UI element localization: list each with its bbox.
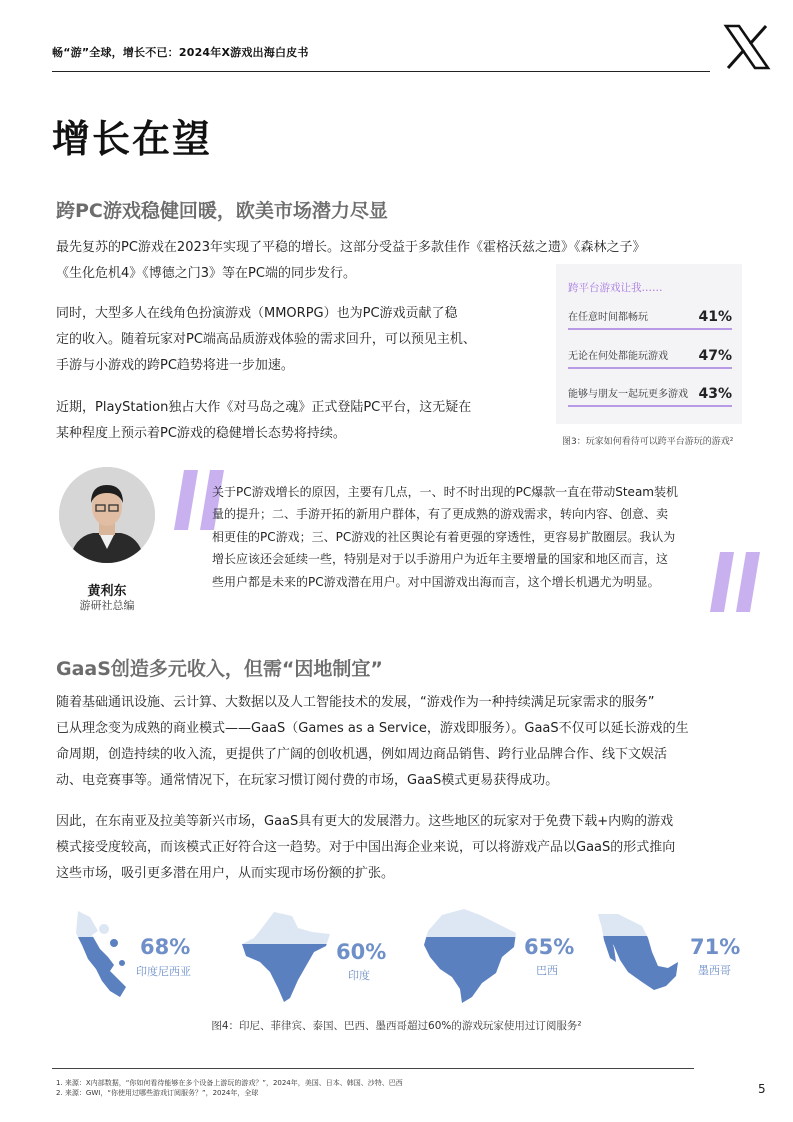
text-line: 因此，在东南亚及拉美等新兴市场，GaaS具有更大的发展潜力。这些地区的玩家对于免费下载+内购的游戏 <box>56 814 674 829</box>
text-line: 随着基础通讯设施、云计算、大数据以及人工智能技术的发展，“游戏作为一种持续满足玩家需求的服务” <box>56 695 655 710</box>
pull-quote <box>212 481 678 593</box>
header-divider <box>52 71 710 72</box>
text-line: 手游与小游戏的跨PC趋势将进一步加速。 <box>56 358 294 373</box>
page-number: 5 <box>758 1082 766 1096</box>
close-quote-icon <box>706 552 766 612</box>
section-heading-pc: 跨PC游戏稳健回暖，欧美市场潜力尽显 <box>56 200 388 222</box>
x-logo-icon <box>722 22 772 72</box>
map-country: 墨西哥 <box>698 964 731 977</box>
stat-value: 43% <box>698 386 732 402</box>
text-line: 模式接受度较高，而该模式正好符合这一趋势。对于中国出海企业来说，可以将游戏产品以GaaS的形式推向 <box>56 840 676 855</box>
text-line: 定的收入。随着玩家对PC端高品质游戏体验的需求回升，可以预见主机、 <box>56 332 476 347</box>
paragraph-gaas-1 <box>56 690 689 794</box>
stats-card-title: 跨平台游戏让我…… <box>568 282 663 294</box>
quote-line: 些用户都是未来的PC游戏潜在用户。对中国游戏出海而言，这个增长机遇尤为明显。 <box>212 574 660 589</box>
quote-line: 增长应该还会延续一些，特别是对于以手游用户为近年主要增量的国家和地区而言，这 <box>212 552 669 567</box>
stat-row <box>568 300 732 330</box>
india-map-icon <box>240 910 336 1006</box>
map-percent: 65% <box>524 935 575 959</box>
stat-label: 能够与朋友一起玩更多游戏 <box>568 389 688 400</box>
figure-caption-3: 图3：玩家如何看待可以跨平台游玩的游戏² <box>562 437 734 447</box>
text-line: 命周期，创造持续的收入流，更提供了广阔的创收机遇，例如周边商品销售、跨行业品牌合作、线下文娱活 <box>56 747 668 762</box>
header-title: 畅“游”全球，增长不已：2024年X游戏出海白皮书 <box>52 46 309 59</box>
map-percent: 71% <box>690 935 741 959</box>
figure-caption-4: 图4：印尼、菲律宾、泰国、巴西、墨西哥超过60%的游戏玩家使用过订阅服务² <box>211 1020 582 1032</box>
text-line: 某种程度上预示着PC游戏的稳健增长态势将持续。 <box>56 426 346 441</box>
mexico-map-icon <box>596 910 680 1000</box>
text-line: 近期，PlayStation独占大作《对马岛之魂》正式登陆PC平台，这无疑在 <box>56 400 472 415</box>
paragraph-gaas-2 <box>56 809 675 887</box>
stat-value: 47% <box>698 348 732 364</box>
map-percent: 68% <box>140 935 191 959</box>
quote-line: 量的提升；二、手游开拓的新用户群体，有了更成熟的游戏需求，转向内容、创意、卖 <box>212 507 669 522</box>
text-line: 同时，大型多人在线角色扮演游戏（MMORPG）也为PC游戏贡献了稳 <box>56 306 458 321</box>
text-line: 《生化危机4》《博德之门3》等在PC端的同步发行。 <box>56 266 356 281</box>
map-country: 巴西 <box>536 964 558 977</box>
quote-line: 关于PC游戏增长的原因，主要有几点，一、时不时出现的PC爆款一直在带动Steam装机 <box>212 485 678 499</box>
stat-row <box>568 339 732 369</box>
quote-author-name: 黄利东 <box>87 584 127 599</box>
map-mexico <box>596 910 756 1010</box>
stat-value: 41% <box>698 309 732 325</box>
section-heading-gaas: GaaS创造多元收入，但需“因地制宜” <box>56 658 383 680</box>
footer-divider <box>52 1068 694 1069</box>
person-portrait-icon <box>59 467 155 563</box>
text-line: 动、电竞赛事等。通常情况下，在玩家习惯订阅付费的市场，GaaS模式更易获得成功。 <box>56 773 559 788</box>
map-indonesia <box>70 905 220 1005</box>
stat-label: 无论在何处都能玩游戏 <box>568 351 668 362</box>
paragraph-pc-2 <box>56 301 476 379</box>
stat-label: 在任意时间都畅玩 <box>568 312 648 323</box>
quote-line: 相更佳的PC游戏；三、PC游戏的社区舆论有着更强的穿透性，更容易扩散圈层。我认为 <box>212 529 676 544</box>
footnote-1: 1. 来源：X内部数据，“你如何看待能够在多个设备上游玩的游戏？”，2024年，美国、日本、韩国、沙特、巴西 <box>56 1079 403 1087</box>
brazil-map-icon <box>420 905 520 1005</box>
cross-platform-stats-card <box>556 264 742 424</box>
map-india <box>240 910 390 1010</box>
map-country: 印度尼西亚 <box>136 965 191 978</box>
stat-row <box>568 377 732 407</box>
map-country: 印度 <box>348 969 370 982</box>
text-line: 这些市场，吸引更多潜在用户，从而实现市场份额的扩张。 <box>56 866 395 881</box>
map-brazil <box>420 905 580 1005</box>
footnote-2: 2. 来源：GWI，“你使用过哪些游戏订阅服务？”，2024年，全球 <box>56 1089 259 1097</box>
quote-author-title: 游研社总编 <box>79 599 135 612</box>
indonesia-map-icon <box>70 905 134 1005</box>
page-title: 增长在望 <box>52 117 213 161</box>
paragraph-pc-3 <box>56 395 471 447</box>
text-line: 最先复苏的PC游戏在2023年实现了平稳的增长。这部分受益于多款佳作《霍格沃兹之遗》《森林之子》 <box>56 240 646 255</box>
text-line: 已从理念变为成熟的商业模式——GaaS（Games as a Service，游戏即服务）。GaaS不仅可以延长游戏的生 <box>56 721 689 736</box>
map-percent: 60% <box>336 940 387 964</box>
avatar <box>59 467 155 563</box>
